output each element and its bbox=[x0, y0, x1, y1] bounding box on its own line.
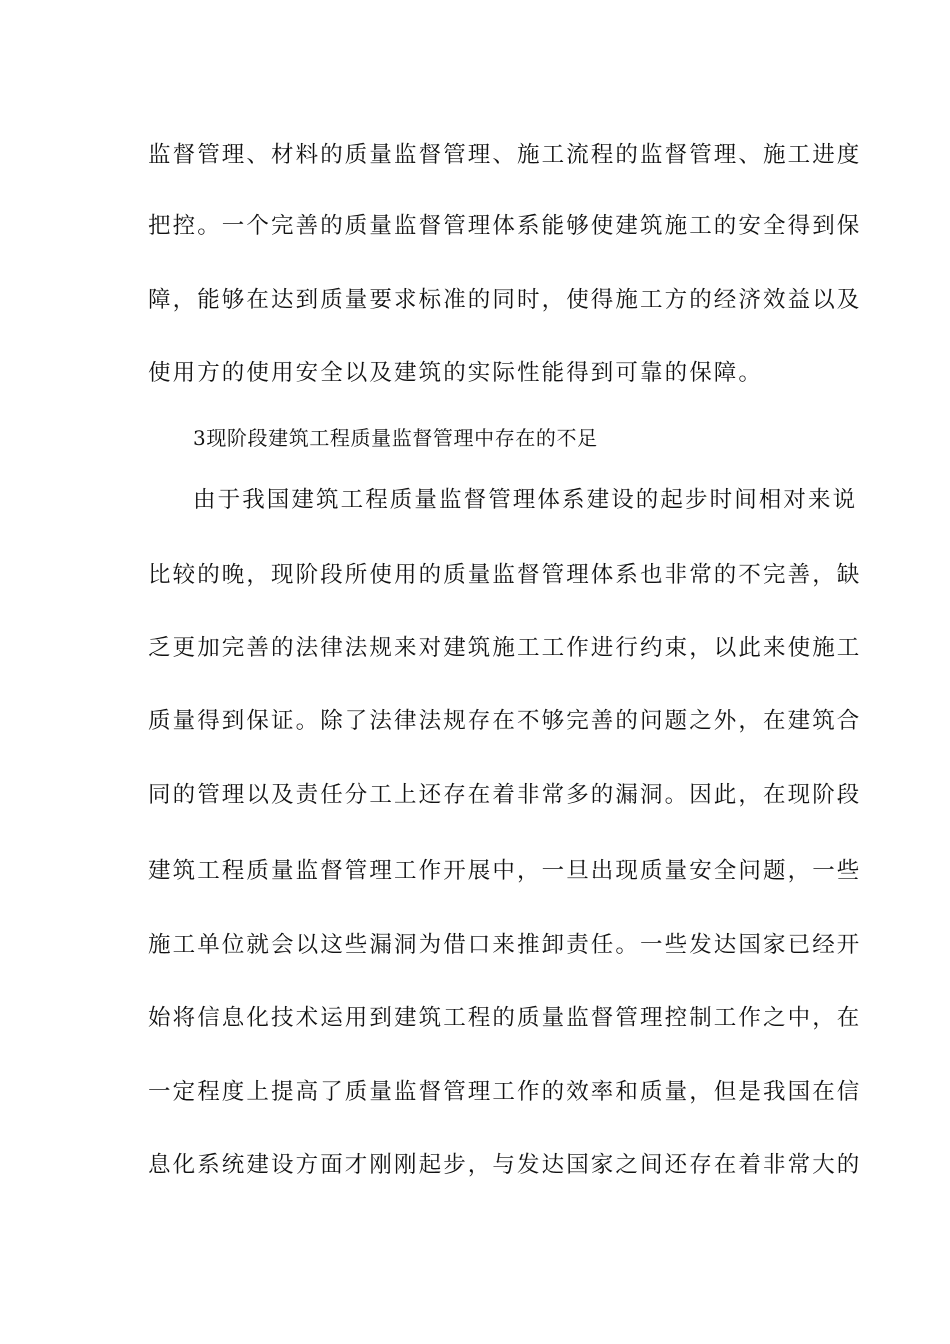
paragraph-line: 一定程度上提高了质量监督管理工作的效率和质量，但是我国在信 bbox=[148, 1079, 862, 1105]
paragraph-line: 监督管理、材料的质量监督管理、施工流程的监督管理、施工进度 bbox=[148, 142, 862, 168]
paragraph-line: 由于我国建筑工程质量监督管理体系建设的起步时间相对来说 bbox=[193, 487, 858, 513]
paragraph-line: 建筑工程质量监督管理工作开展中，一旦出现质量安全问题，一些 bbox=[148, 858, 862, 884]
paragraph-line: 质量得到保证。除了法律法规存在不够完善的问题之外，在建筑合 bbox=[148, 708, 862, 734]
section-heading: 3现阶段建筑工程质量监督管理中存在的不足 bbox=[193, 426, 598, 450]
paragraph-line: 使用方的使用安全以及建筑的实际性能得到可靠的保障。 bbox=[148, 360, 764, 386]
paragraph-line: 同的管理以及责任分工上还存在着非常多的漏洞。因此，在现阶段 bbox=[148, 782, 862, 808]
paragraph-line: 始将信息化技术运用到建筑工程的质量监督管理控制工作之中，在 bbox=[148, 1005, 862, 1031]
paragraph-line: 乏更加完善的法律法规来对建筑施工工作进行约束，以此来使施工 bbox=[148, 635, 862, 661]
paragraph-line: 把控。一个完善的质量监督管理体系能够使建筑施工的安全得到保 bbox=[148, 213, 862, 239]
paragraph-line: 比较的晚，现阶段所使用的质量监督管理体系也非常的不完善，缺 bbox=[148, 562, 862, 588]
paragraph-line: 息化系统建设方面才刚刚起步，与发达国家之间还存在着非常大的 bbox=[148, 1152, 862, 1178]
paragraph-line: 障，能够在达到质量要求标准的同时，使得施工方的经济效益以及 bbox=[148, 287, 862, 313]
paragraph-line: 施工单位就会以这些漏洞为借口来推卸责任。一些发达国家已经开 bbox=[148, 932, 862, 958]
